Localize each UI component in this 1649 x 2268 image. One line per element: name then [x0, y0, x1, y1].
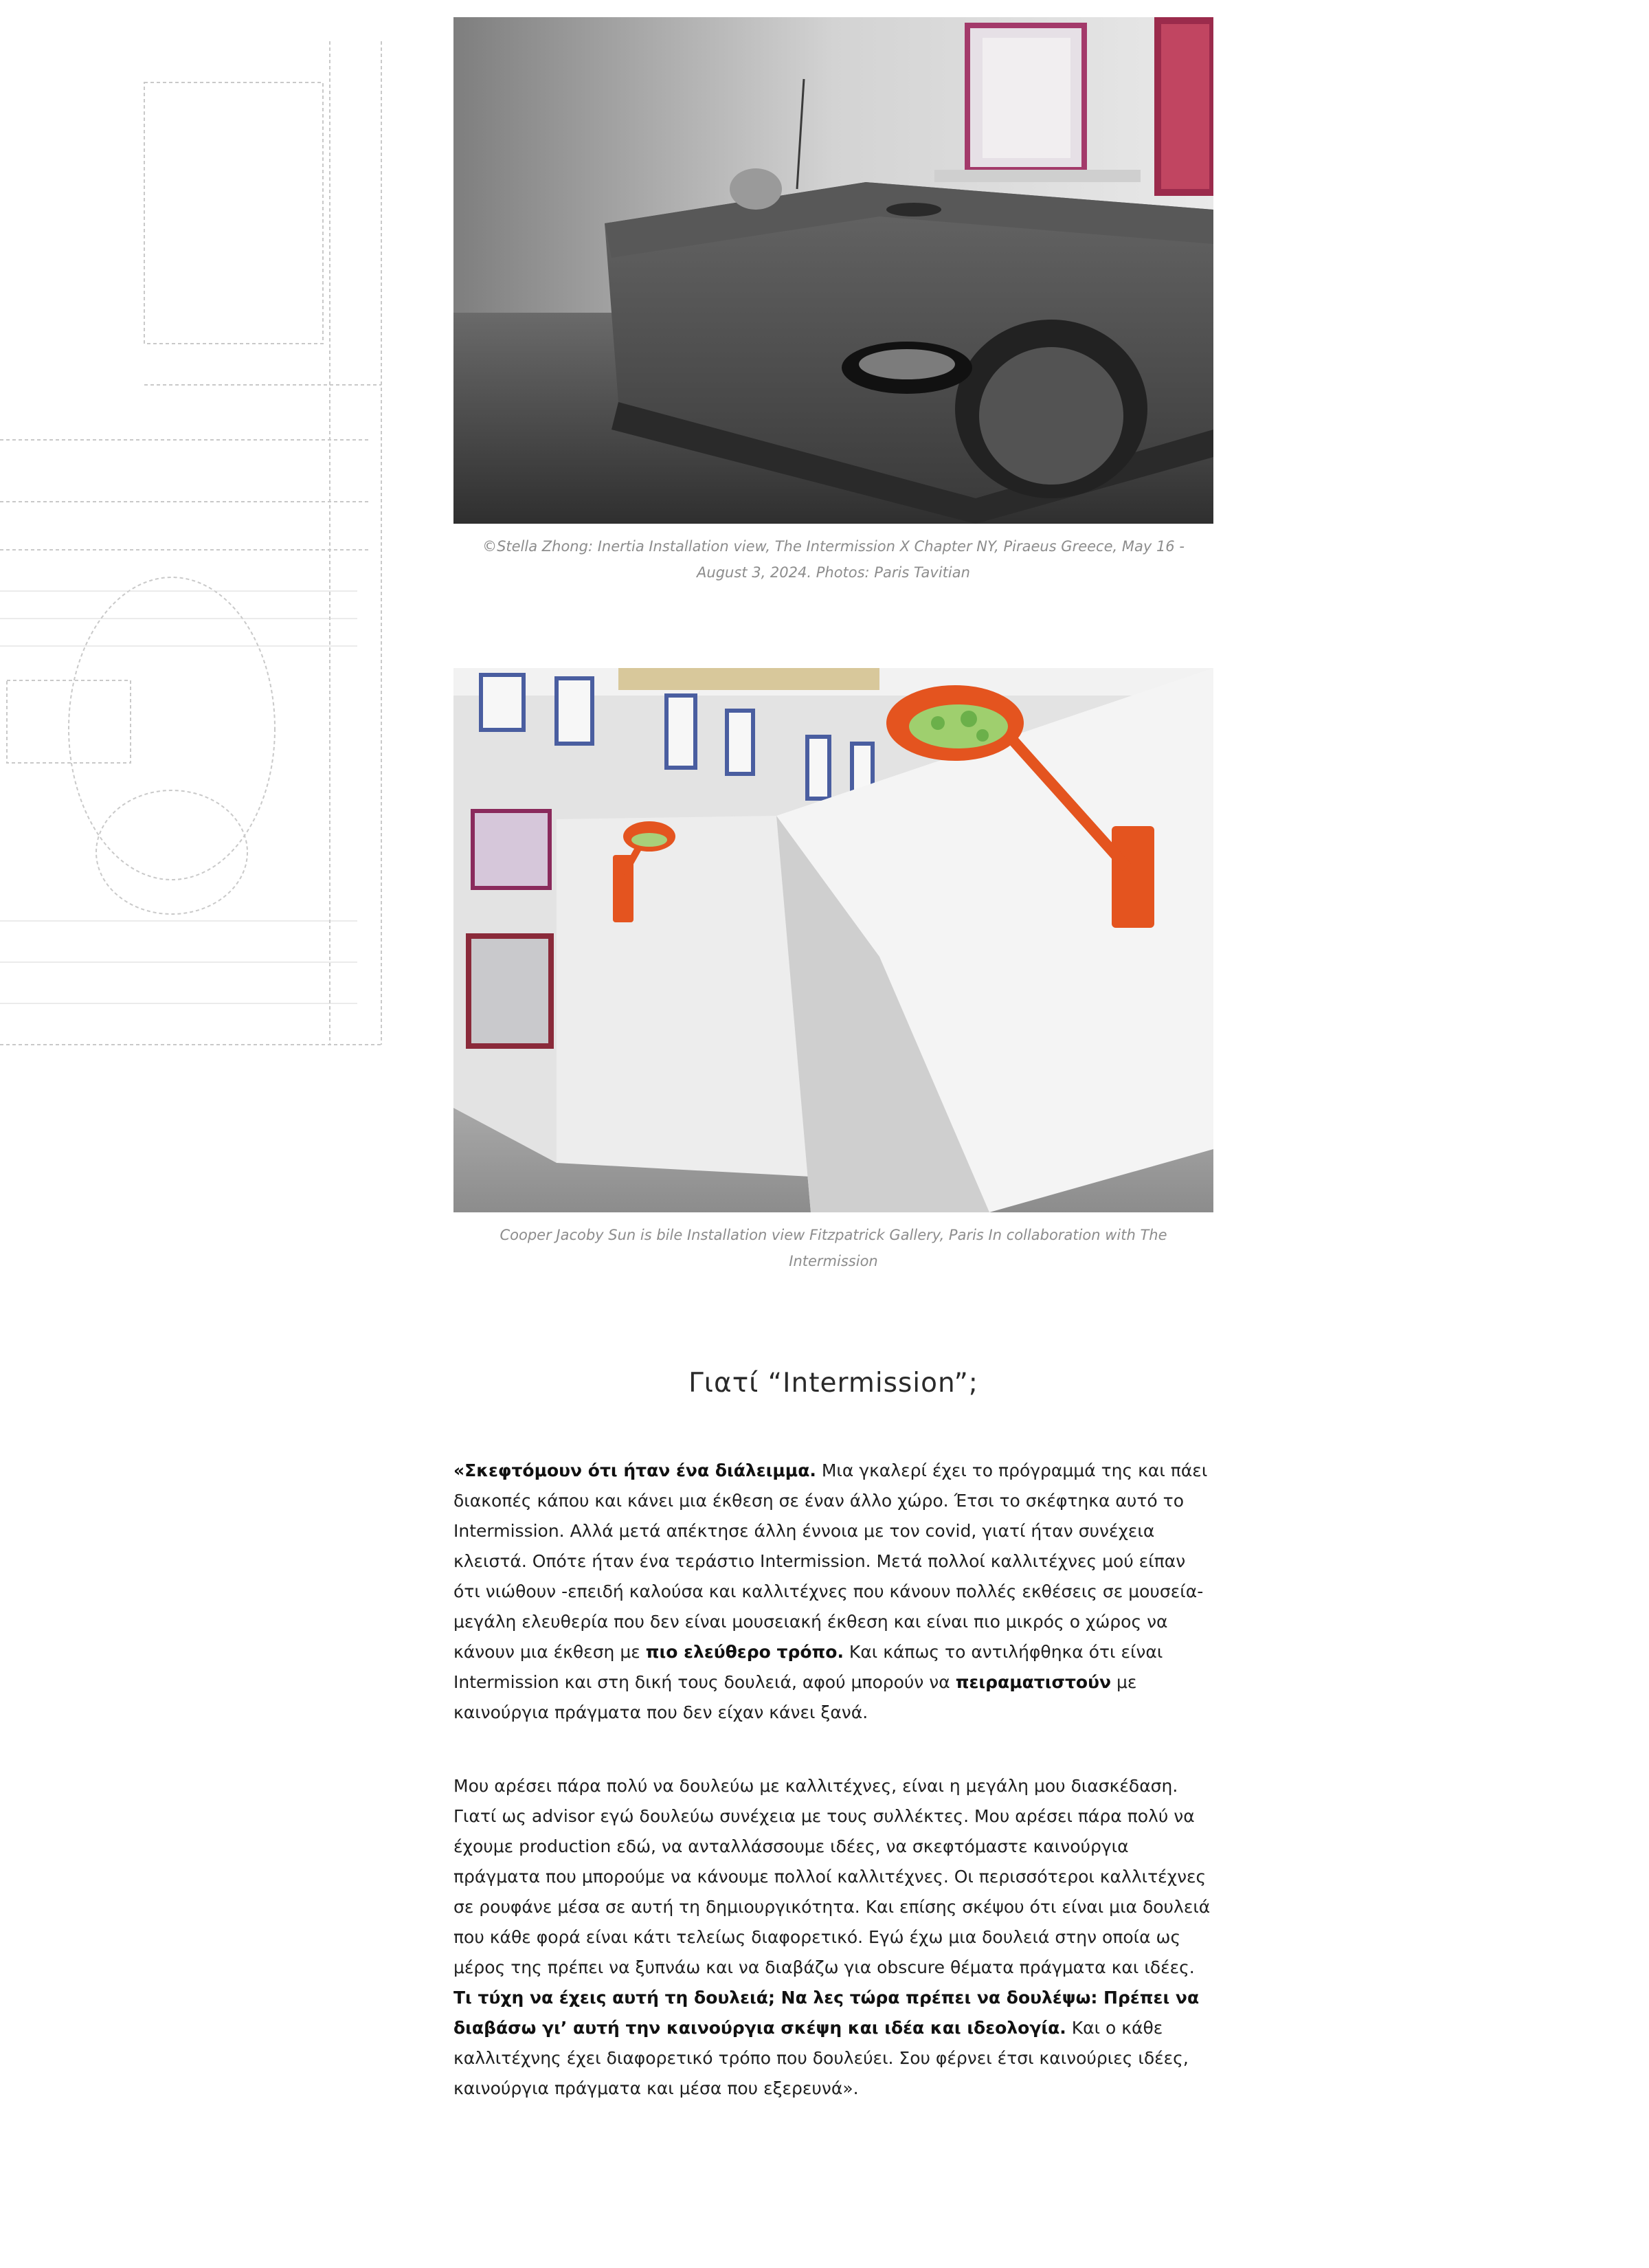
ghost-sketch-decoration — [0, 27, 385, 1052]
installation-photo-inertia — [453, 17, 1213, 524]
bold-text: πειραματιστούν — [955, 1672, 1111, 1692]
article-paragraph — [453, 1456, 1213, 1728]
installation-photo-sun-is-bile — [453, 668, 1213, 1212]
bold-text: πιο ελεύθερο τρόπο. — [645, 1642, 844, 1662]
figure-stella-zhong — [453, 17, 1213, 586]
paragraph-text: Και κάπως το αντιλήφθηκα ότι είναι Intermission και στη δική τους δουλειά, αφού μπορούν να — [453, 1642, 1163, 1692]
bold-text: Τι τύχη να έχεις αυτή τη δουλειά; Να λες τώρα πρέπει να δουλέψω: Πρέπει να διαβάσω γι’ αυτή την καινούργια σκέψη και ιδέα και ιδεολογία. — [453, 1988, 1200, 2038]
figure-caption: Cooper Jacoby Sun is bile Installation view Fitzpatrick Gallery, Paris In collaboration with The Intermission — [500, 1227, 1167, 1269]
section-heading: Γιατί “Intermission”; — [688, 1368, 978, 1399]
paragraph-text: με καινούργια πράγματα που δεν είχαν κάνει ξανά. — [453, 1672, 1137, 1722]
article-paragraph — [453, 1771, 1213, 2104]
figure-cooper-jacoby — [453, 668, 1213, 1274]
paragraph-text: Και ο κάθε καλλιτέχνης έχει διαφορετικό τρόπο που δουλεύει. Σου φέρνει έτσι καινούριες ιδέες, καινούργια πράγματα και μέσα που εξερευνά». — [453, 2018, 1189, 2098]
paragraph-text: Μου αρέσει πάρα πολύ να δουλεύω με καλλιτέχνες, είναι η μεγάλη μου διασκέδαση. Γιατί ως advisor εγώ δουλεύω συνέχεια με τους συλλέκτες. Μου αρέσει πάρα πολύ να έχουμε production εδώ, να ανταλλάσσουμε ιδέες, να σκεφτόμαστε καινούργια πράγματα που μπορούμε να κάνουμε πολλοί καλλιτέχνες. Οι περισσότεροι καλλιτέχνες σε ρουφάνε μέσα σε αυτή τη δημιουργικότητα. Και επίσης σκέψου ότι είναι μια δουλειά που κάθε φορά είναι κάτι τελείως διαφορετικό. Εγώ έχω μια δουλειά στην οποία ως μέρος της πρέπει να ξυπνάω και να διαβάζω για obscure θέματα πράγματα και ιδέες. — [453, 1776, 1211, 1977]
paragraph-text: Μια γκαλερί έχει το πρόγραμμά της και πάει διακοπές κάπου και κάνει μια έκθεση σε έναν άλλο χώρο. Έτσι το σκέφτηκα αυτό το Intermission. Αλλά μετά απέκτησε άλλη έννοια με τον covid, γιατί ήταν συνέχεια κλειστά. Οπότε ήταν ένα τεράστιο Intermission. Μετά πολλοί καλλιτέχνες μού είπαν ότι νιώθουν -επειδή καλούσα και καλλιτέχνες που κάνουν πολλές εκθέσεις σε μουσεία- μεγάλη ελευθερία που δεν είναι μουσειακή έκθεση και είναι πιο μικρός ο χώρος να κάνουν μια έκθεση με — [453, 1460, 1208, 1662]
figure-caption: ©Stella Zhong: Inertia Installation view, The Intermission X Chapter NY, Piraeus Greece, May 16 - August 3, 2024. Photos: Paris Tavitian — [482, 538, 1185, 581]
bold-text: «Σκεφτόμουν ότι ήταν ένα διάλειμμα. — [453, 1460, 816, 1480]
